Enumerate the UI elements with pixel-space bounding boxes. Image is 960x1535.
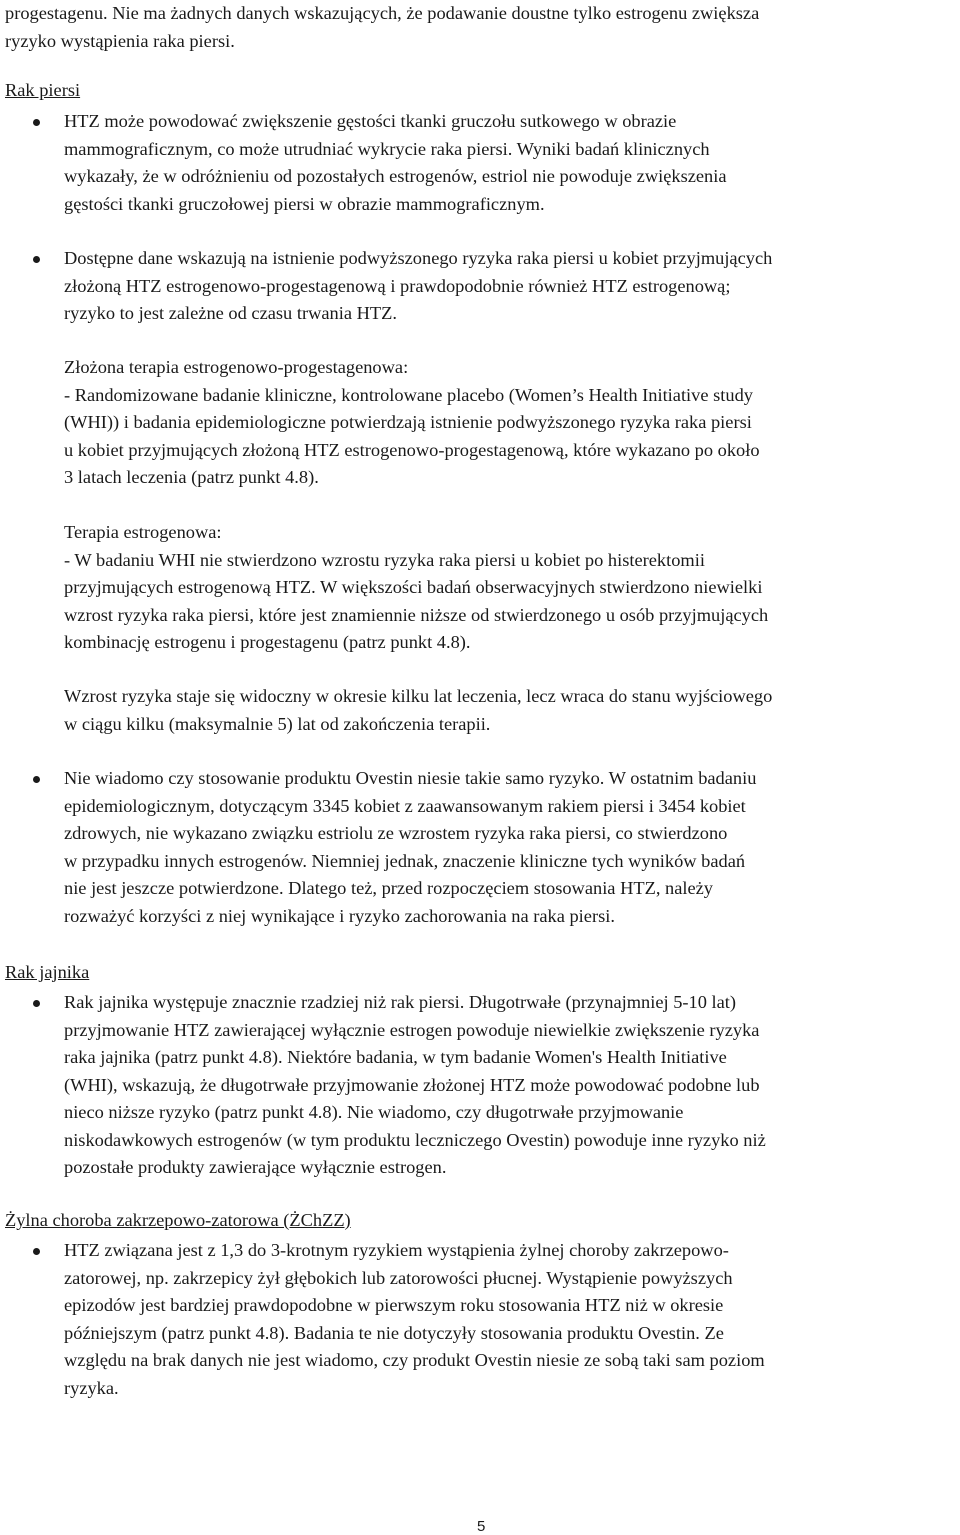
- text-line: zatorowej, np. zakrzepicy żył głębokich lub zatorowości płucnej. Wystąpienie powyższych: [64, 1267, 733, 1288]
- text-line: 3 latach leczenia (patrz punkt 4.8).: [64, 467, 319, 487]
- estrogen-therapy-paragraph: [64, 519, 960, 657]
- text-line: - W badaniu WHI nie stwierdzono wzrostu ryzyka raka piersi u kobiet po histerektomii: [64, 549, 705, 570]
- intro-paragraph: [5, 0, 960, 55]
- text-line: Rak jajnika występuje znacznie rzadziej niż rak piersi. Długotrwałe (przynajmniej 5-10 lat): [64, 992, 737, 1012]
- text-line: (WHI), wskazują, że długotrwałe przyjmowanie złożonej HTZ może powodować podobne lub: [64, 1074, 760, 1095]
- bullet-dot: [33, 1000, 40, 1007]
- text-line: Dostępne dane wskazują na istnienie podwyższonego ryzyka raka piersi u kobiet przyjmujących: [64, 248, 773, 268]
- bullet-dot: [33, 1248, 40, 1255]
- bullet-dot: [33, 119, 40, 126]
- breast-bullet-2: [64, 245, 960, 328]
- text-line: wzrost ryzyka raka piersi, które jest znamiennie niższe od stwierdzonego u osób przyjmujących: [64, 604, 769, 625]
- combined-therapy-paragraph: [64, 354, 960, 492]
- text-line: HTZ może powodować zwiększenie gęstości tkanki gruczołu sutkowego w obrazie: [64, 111, 677, 131]
- text-line: raka jajnika (patrz punkt 4.8). Niektóre badania, w tym badanie Women's Health Initiative: [64, 1047, 727, 1067]
- risk-increase-paragraph: [64, 683, 960, 738]
- text-line: w ciągu kilku (maksymalnie 5) lat od zakończenia terapii.: [64, 713, 491, 734]
- text-line: wykazały, że w odróżnieniu od pozostałych estrogenów, estriol nie powoduje zwiększenia: [64, 166, 727, 186]
- breast-bullet-3: [64, 765, 960, 930]
- text-line: Wzrost ryzyka staje się widoczny w okresie kilku lat leczenia, lecz wraca do stanu wyjściowego: [64, 686, 773, 706]
- text-line: Złożona terapia estrogenowo-progestagenowa:: [64, 357, 409, 377]
- text-line: Nie wiadomo czy stosowanie produktu Ovestin niesie takie samo ryzyko. W ostatnim badaniu: [64, 768, 757, 788]
- text-line: rozważyć korzyści z niej wynikające i ryzyko zachorowania na raka piersi.: [64, 905, 615, 926]
- bullet-dot: [33, 256, 40, 263]
- page-number: 5: [477, 1518, 486, 1535]
- text-line: mammograficznym, co może utrudniać wykrycie raka piersi. Wyniki badań klinicznych: [64, 138, 710, 159]
- text-line: przyjmujących estrogenową HTZ. W większości badań obserwacyjnych stwierdzono niewielki: [64, 577, 763, 597]
- text-line: gęstości tkanki gruczołowej piersi w obrazie mammograficznym.: [64, 193, 545, 214]
- text-line: złożoną HTZ estrogenowo-progestagenową i prawdopodobnie również HTZ estrogenową;: [64, 275, 731, 296]
- bullet-dot: [33, 776, 40, 783]
- text-line: późniejszym (patrz punkt 4.8). Badania te nie dotyczyły stosowania produktu Ovestin. Ze: [64, 1322, 724, 1343]
- text-line: u kobiet przyjmujących złożoną HTZ estrogenowo-progestagenową, które wykazano po około: [64, 439, 760, 460]
- text-line: epizodów jest bardziej prawdopodobne w pierwszym roku stosowania HTZ niż w okresie: [64, 1295, 724, 1315]
- text-line: zdrowych, nie wykazano związku estriolu ze wzrostem ryzyka raka piersi, co stwierdzono: [64, 823, 728, 843]
- text-line: nieco niższe ryzyko (patrz punkt 4.8). Nie wiadomo, czy długotrwałe przyjmowanie: [64, 1102, 684, 1122]
- text-line: epidemiologicznym, dotyczącym 3345 kobiet z zaawansowanym rakiem piersi i 3454 kobiet: [64, 795, 746, 816]
- ovarian-bullet-1: [64, 989, 960, 1182]
- vte-bullet-1: [64, 1237, 960, 1402]
- breast-bullet-1: [64, 108, 960, 218]
- text-line: nie jest jeszcze potwierdzone. Dlatego też, przed rozpoczęciem stosowania HTZ, należy: [64, 878, 713, 898]
- intro-line: progestagenu. Nie ma żadnych danych wskazujących, że podawanie doustne tylko estrogenu zwiększa: [5, 3, 760, 23]
- text-line: pozostałe produkty zawierające wyłącznie estrogen.: [64, 1157, 447, 1177]
- text-line: Terapia estrogenowa:: [64, 522, 222, 542]
- text-line: niskodawkowych estrogenów (w tym produktu leczniczego Ovestin) powoduje inne ryzyko niż: [64, 1129, 766, 1150]
- text-line: kombinację estrogenu i progestagenu (patrz punkt 4.8).: [64, 632, 471, 652]
- text-line: - Randomizowane badanie kliniczne, kontrolowane placebo (Women’s Health Initiative study: [64, 384, 753, 405]
- text-line: w przypadku innych estrogenów. Niemniej jednak, znaczenie kliniczne tych wyników badań: [64, 850, 746, 871]
- section-heading-vte: Żylna choroba zakrzepowo-zatorowa (ŻChZZ): [5, 1210, 351, 1230]
- text-line: ryzyka.: [64, 1377, 119, 1398]
- text-line: (WHI)) i badania epidemiologiczne potwierdzają istnienie podwyższonego ryzyka raka piersi: [64, 412, 752, 432]
- intro-line: ryzyko wystąpienia raka piersi.: [5, 30, 235, 51]
- text-line: względu na brak danych nie jest wiadomo, czy produkt Ovestin niesie ze sobą taki sam poziom: [64, 1350, 765, 1370]
- text-line: ryzyko to jest zależne od czasu trwania HTZ.: [64, 303, 397, 323]
- section-heading-ovarian-cancer: Rak jajnika: [5, 962, 90, 982]
- text-line: przyjmowanie HTZ zawierającej wyłącznie estrogen powoduje niewielkie zwiększenie ryzyka: [64, 1019, 760, 1040]
- text-line: HTZ związana jest z 1,3 do 3-krotnym ryzykiem wystąpienia żylnej choroby zakrzepowo-: [64, 1240, 729, 1260]
- section-heading-breast-cancer: Rak piersi: [5, 80, 81, 100]
